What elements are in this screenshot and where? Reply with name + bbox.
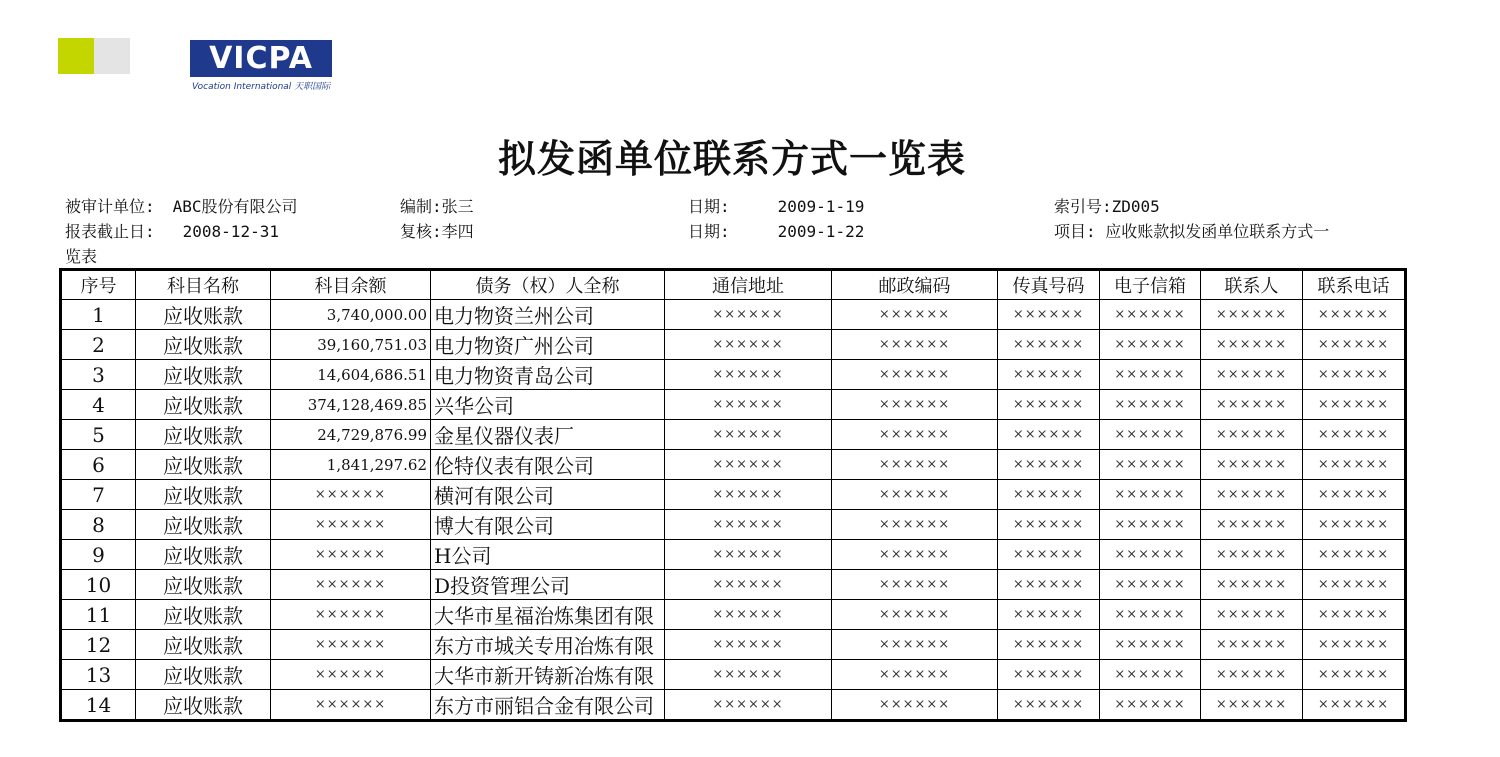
cell-name: 伦特仪表有限公司 bbox=[431, 450, 665, 480]
cell-no: 8 bbox=[61, 510, 136, 540]
cell-name: 大华市新开铸新冶炼有限 bbox=[431, 660, 665, 690]
logo-green-square bbox=[58, 38, 94, 74]
cell-email: ×××××× bbox=[1100, 420, 1201, 450]
table-row bbox=[61, 600, 1406, 630]
cell-contact: ×××××× bbox=[1201, 480, 1303, 510]
index-number: 索引号:ZD005 bbox=[1054, 197, 1160, 216]
auditee-label: 被审计单位: bbox=[65, 197, 155, 216]
cell-contact: ×××××× bbox=[1201, 660, 1303, 690]
cell-fax: ×××××× bbox=[998, 480, 1100, 510]
cell-email: ×××××× bbox=[1100, 360, 1201, 390]
cell-balance: 39,160,751.03 bbox=[271, 330, 431, 360]
table-row bbox=[61, 660, 1406, 690]
cell-name: 兴华公司 bbox=[431, 390, 665, 420]
cell-name: 金星仪器仪表厂 bbox=[431, 420, 665, 450]
cell-phone: ×××××× bbox=[1303, 690, 1406, 721]
contact-table bbox=[59, 268, 1407, 722]
cell-subject: 应收账款 bbox=[136, 450, 271, 480]
header-no: 序号 bbox=[61, 270, 136, 300]
cell-address: ×××××× bbox=[665, 450, 832, 480]
cell-balance: 24,729,876.99 bbox=[271, 420, 431, 450]
cell-address: ×××××× bbox=[665, 510, 832, 540]
table-row bbox=[61, 360, 1406, 390]
cell-no: 13 bbox=[61, 660, 136, 690]
cell-contact: ×××××× bbox=[1201, 360, 1303, 390]
cell-email: ×××××× bbox=[1100, 690, 1201, 721]
cell-postcode: ×××××× bbox=[832, 330, 998, 360]
header-subject: 科目名称 bbox=[136, 270, 271, 300]
cell-no: 3 bbox=[61, 360, 136, 390]
cell-email: ×××××× bbox=[1100, 450, 1201, 480]
cell-phone: ×××××× bbox=[1303, 630, 1406, 660]
cell-email: ×××××× bbox=[1100, 600, 1201, 630]
cell-postcode: ×××××× bbox=[832, 360, 998, 390]
header-name: 债务（权）人全称 bbox=[431, 270, 665, 300]
cell-phone: ×××××× bbox=[1303, 570, 1406, 600]
cell-subject: 应收账款 bbox=[136, 660, 271, 690]
header-contact: 联系人 bbox=[1201, 270, 1303, 300]
cell-balance: ×××××× bbox=[271, 480, 431, 510]
cell-address: ×××××× bbox=[665, 360, 832, 390]
cell-subject: 应收账款 bbox=[136, 480, 271, 510]
date2-value: 2009-1-22 bbox=[777, 222, 865, 241]
cell-name: 博大有限公司 bbox=[431, 510, 665, 540]
logo-text: VICPA bbox=[209, 41, 313, 76]
cell-postcode: ×××××× bbox=[832, 630, 998, 660]
cell-postcode: ×××××× bbox=[832, 450, 998, 480]
cell-email: ×××××× bbox=[1100, 300, 1201, 330]
table-row bbox=[61, 570, 1406, 600]
cell-address: ×××××× bbox=[665, 690, 832, 721]
cell-no: 12 bbox=[61, 630, 136, 660]
cell-address: ×××××× bbox=[665, 300, 832, 330]
cell-name: H公司 bbox=[431, 540, 665, 570]
cell-fax: ×××××× bbox=[998, 630, 1100, 660]
cell-balance: ×××××× bbox=[271, 660, 431, 690]
cell-phone: ×××××× bbox=[1303, 480, 1406, 510]
cell-no: 7 bbox=[61, 480, 136, 510]
cell-email: ×××××× bbox=[1100, 510, 1201, 540]
cell-postcode: ×××××× bbox=[832, 660, 998, 690]
auditee-value: ABC股份有限公司 bbox=[172, 197, 298, 216]
page-title: 拟发函单位联系方式一览表 bbox=[497, 136, 966, 181]
cell-postcode: ×××××× bbox=[832, 480, 998, 510]
cell-address: ×××××× bbox=[665, 540, 832, 570]
cell-phone: ×××××× bbox=[1303, 420, 1406, 450]
cell-name: 电力物资广州公司 bbox=[431, 330, 665, 360]
table-row bbox=[61, 510, 1406, 540]
cell-phone: ×××××× bbox=[1303, 600, 1406, 630]
cell-fax: ×××××× bbox=[998, 450, 1100, 480]
cell-subject: 应收账款 bbox=[136, 540, 271, 570]
review-date bbox=[688, 219, 864, 242]
cell-contact: ×××××× bbox=[1201, 510, 1303, 540]
cell-name: 电力物资兰州公司 bbox=[431, 300, 665, 330]
cell-no: 9 bbox=[61, 540, 136, 570]
date1-label: 日期: bbox=[688, 197, 730, 216]
table-row bbox=[61, 330, 1406, 360]
cell-balance: ×××××× bbox=[271, 510, 431, 540]
cell-subject: 应收账款 bbox=[136, 690, 271, 721]
cell-name: 东方市城关专用冶炼有限 bbox=[431, 630, 665, 660]
cell-no: 2 bbox=[61, 330, 136, 360]
cell-name: 大华市星福治炼集团有限 bbox=[431, 600, 665, 630]
table-row bbox=[61, 420, 1406, 450]
logo-subtext: Vocation International 天职国际 bbox=[192, 82, 331, 92]
cell-fax: ×××××× bbox=[998, 510, 1100, 540]
cell-fax: ×××××× bbox=[998, 360, 1100, 390]
cell-phone: ×××××× bbox=[1303, 540, 1406, 570]
cell-phone: ×××××× bbox=[1303, 330, 1406, 360]
header-email: 电子信箱 bbox=[1100, 270, 1201, 300]
cell-subject: 应收账款 bbox=[136, 420, 271, 450]
cell-email: ×××××× bbox=[1100, 660, 1201, 690]
cell-postcode: ×××××× bbox=[832, 300, 998, 330]
cell-contact: ×××××× bbox=[1201, 540, 1303, 570]
cell-address: ×××××× bbox=[665, 480, 832, 510]
cell-address: ×××××× bbox=[665, 420, 832, 450]
table-row bbox=[61, 540, 1406, 570]
table-body bbox=[61, 300, 1406, 721]
cell-email: ×××××× bbox=[1100, 390, 1201, 420]
cell-postcode: ×××××× bbox=[832, 540, 998, 570]
cutoff-label: 报表截止日: bbox=[65, 222, 155, 241]
logo-gray-square bbox=[94, 38, 130, 74]
cell-balance: ×××××× bbox=[271, 600, 431, 630]
cell-no: 1 bbox=[61, 300, 136, 330]
cell-subject: 应收账款 bbox=[136, 630, 271, 660]
cell-postcode: ×××××× bbox=[832, 690, 998, 721]
cell-postcode: ×××××× bbox=[832, 390, 998, 420]
header-address: 通信地址 bbox=[665, 270, 832, 300]
cell-balance: 1,841,297.62 bbox=[271, 450, 431, 480]
cell-no: 4 bbox=[61, 390, 136, 420]
cell-email: ×××××× bbox=[1100, 630, 1201, 660]
cell-email: ×××××× bbox=[1100, 570, 1201, 600]
table-row bbox=[61, 450, 1406, 480]
header-balance: 科目余额 bbox=[271, 270, 431, 300]
cell-address: ×××××× bbox=[665, 330, 832, 360]
cell-no: 14 bbox=[61, 690, 136, 721]
header-phone: 联系电话 bbox=[1303, 270, 1406, 300]
date2-label: 日期: bbox=[688, 222, 730, 241]
cell-contact: ×××××× bbox=[1201, 570, 1303, 600]
cell-no: 5 bbox=[61, 420, 136, 450]
reviewed-by: 复核:李四 bbox=[400, 222, 474, 241]
prepared-by: 编制:张三 bbox=[400, 197, 474, 216]
cell-fax: ×××××× bbox=[998, 690, 1100, 721]
prepared-date bbox=[688, 194, 864, 217]
cell-email: ×××××× bbox=[1100, 540, 1201, 570]
cell-address: ×××××× bbox=[665, 600, 832, 630]
project-line1: 项目: 应收账款拟发函单位联系方式一 bbox=[1054, 222, 1330, 241]
table-row bbox=[61, 390, 1406, 420]
cell-contact: ×××××× bbox=[1201, 420, 1303, 450]
cell-contact: ×××××× bbox=[1201, 600, 1303, 630]
cell-name: 东方市丽铝合金有限公司 bbox=[431, 690, 665, 721]
cell-contact: ×××××× bbox=[1201, 450, 1303, 480]
cell-postcode: ×××××× bbox=[832, 600, 998, 630]
cell-phone: ×××××× bbox=[1303, 660, 1406, 690]
table-row bbox=[61, 690, 1406, 721]
cell-subject: 应收账款 bbox=[136, 300, 271, 330]
table-header-row bbox=[61, 270, 1406, 300]
cell-subject: 应收账款 bbox=[136, 570, 271, 600]
cell-balance: 14,604,686.51 bbox=[271, 360, 431, 390]
cell-balance: 374,128,469.85 bbox=[271, 390, 431, 420]
cell-fax: ×××××× bbox=[998, 660, 1100, 690]
cell-name: 横河有限公司 bbox=[431, 480, 665, 510]
cell-balance: ×××××× bbox=[271, 540, 431, 570]
cell-no: 6 bbox=[61, 450, 136, 480]
cell-no: 10 bbox=[61, 570, 136, 600]
cell-contact: ×××××× bbox=[1201, 300, 1303, 330]
cell-phone: ×××××× bbox=[1303, 390, 1406, 420]
cell-balance: 3,740,000.00 bbox=[271, 300, 431, 330]
cell-contact: ×××××× bbox=[1201, 690, 1303, 721]
cell-fax: ×××××× bbox=[998, 540, 1100, 570]
cell-postcode: ×××××× bbox=[832, 510, 998, 540]
cell-subject: 应收账款 bbox=[136, 330, 271, 360]
cell-address: ×××××× bbox=[665, 390, 832, 420]
project-line2: 览表 bbox=[65, 247, 98, 266]
cell-email: ×××××× bbox=[1100, 330, 1201, 360]
cutoff bbox=[65, 219, 279, 242]
table-row bbox=[61, 480, 1406, 510]
cell-balance: ×××××× bbox=[271, 570, 431, 600]
cell-phone: ×××××× bbox=[1303, 360, 1406, 390]
cell-contact: ×××××× bbox=[1201, 390, 1303, 420]
table-row bbox=[61, 300, 1406, 330]
cell-fax: ×××××× bbox=[998, 570, 1100, 600]
cell-subject: 应收账款 bbox=[136, 510, 271, 540]
header-fax: 传真号码 bbox=[998, 270, 1100, 300]
cell-phone: ×××××× bbox=[1303, 510, 1406, 540]
cell-subject: 应收账款 bbox=[136, 390, 271, 420]
cell-phone: ×××××× bbox=[1303, 300, 1406, 330]
auditee bbox=[65, 194, 298, 217]
cell-no: 11 bbox=[61, 600, 136, 630]
cell-fax: ×××××× bbox=[998, 330, 1100, 360]
cell-address: ×××××× bbox=[665, 570, 832, 600]
cell-address: ×××××× bbox=[665, 660, 832, 690]
date1-value: 2009-1-19 bbox=[777, 197, 865, 216]
cell-subject: 应收账款 bbox=[136, 600, 271, 630]
table-row bbox=[61, 630, 1406, 660]
cell-balance: ×××××× bbox=[271, 630, 431, 660]
header-postcode: 邮政编码 bbox=[832, 270, 998, 300]
cell-phone: ×××××× bbox=[1303, 450, 1406, 480]
cell-fax: ×××××× bbox=[998, 420, 1100, 450]
cell-subject: 应收账款 bbox=[136, 360, 271, 390]
cell-email: ×××××× bbox=[1100, 480, 1201, 510]
cell-address: ×××××× bbox=[665, 630, 832, 660]
cell-name: D投资管理公司 bbox=[431, 570, 665, 600]
cell-contact: ×××××× bbox=[1201, 630, 1303, 660]
cell-postcode: ×××××× bbox=[832, 420, 998, 450]
vicpa-logo bbox=[190, 40, 332, 77]
cutoff-value: 2008-12-31 bbox=[182, 222, 279, 241]
cell-contact: ×××××× bbox=[1201, 330, 1303, 360]
cell-name: 电力物资青岛公司 bbox=[431, 360, 665, 390]
cell-fax: ×××××× bbox=[998, 300, 1100, 330]
cell-fax: ×××××× bbox=[998, 390, 1100, 420]
cell-postcode: ×××××× bbox=[832, 570, 998, 600]
cell-fax: ×××××× bbox=[998, 600, 1100, 630]
cell-balance: ×××××× bbox=[271, 690, 431, 721]
